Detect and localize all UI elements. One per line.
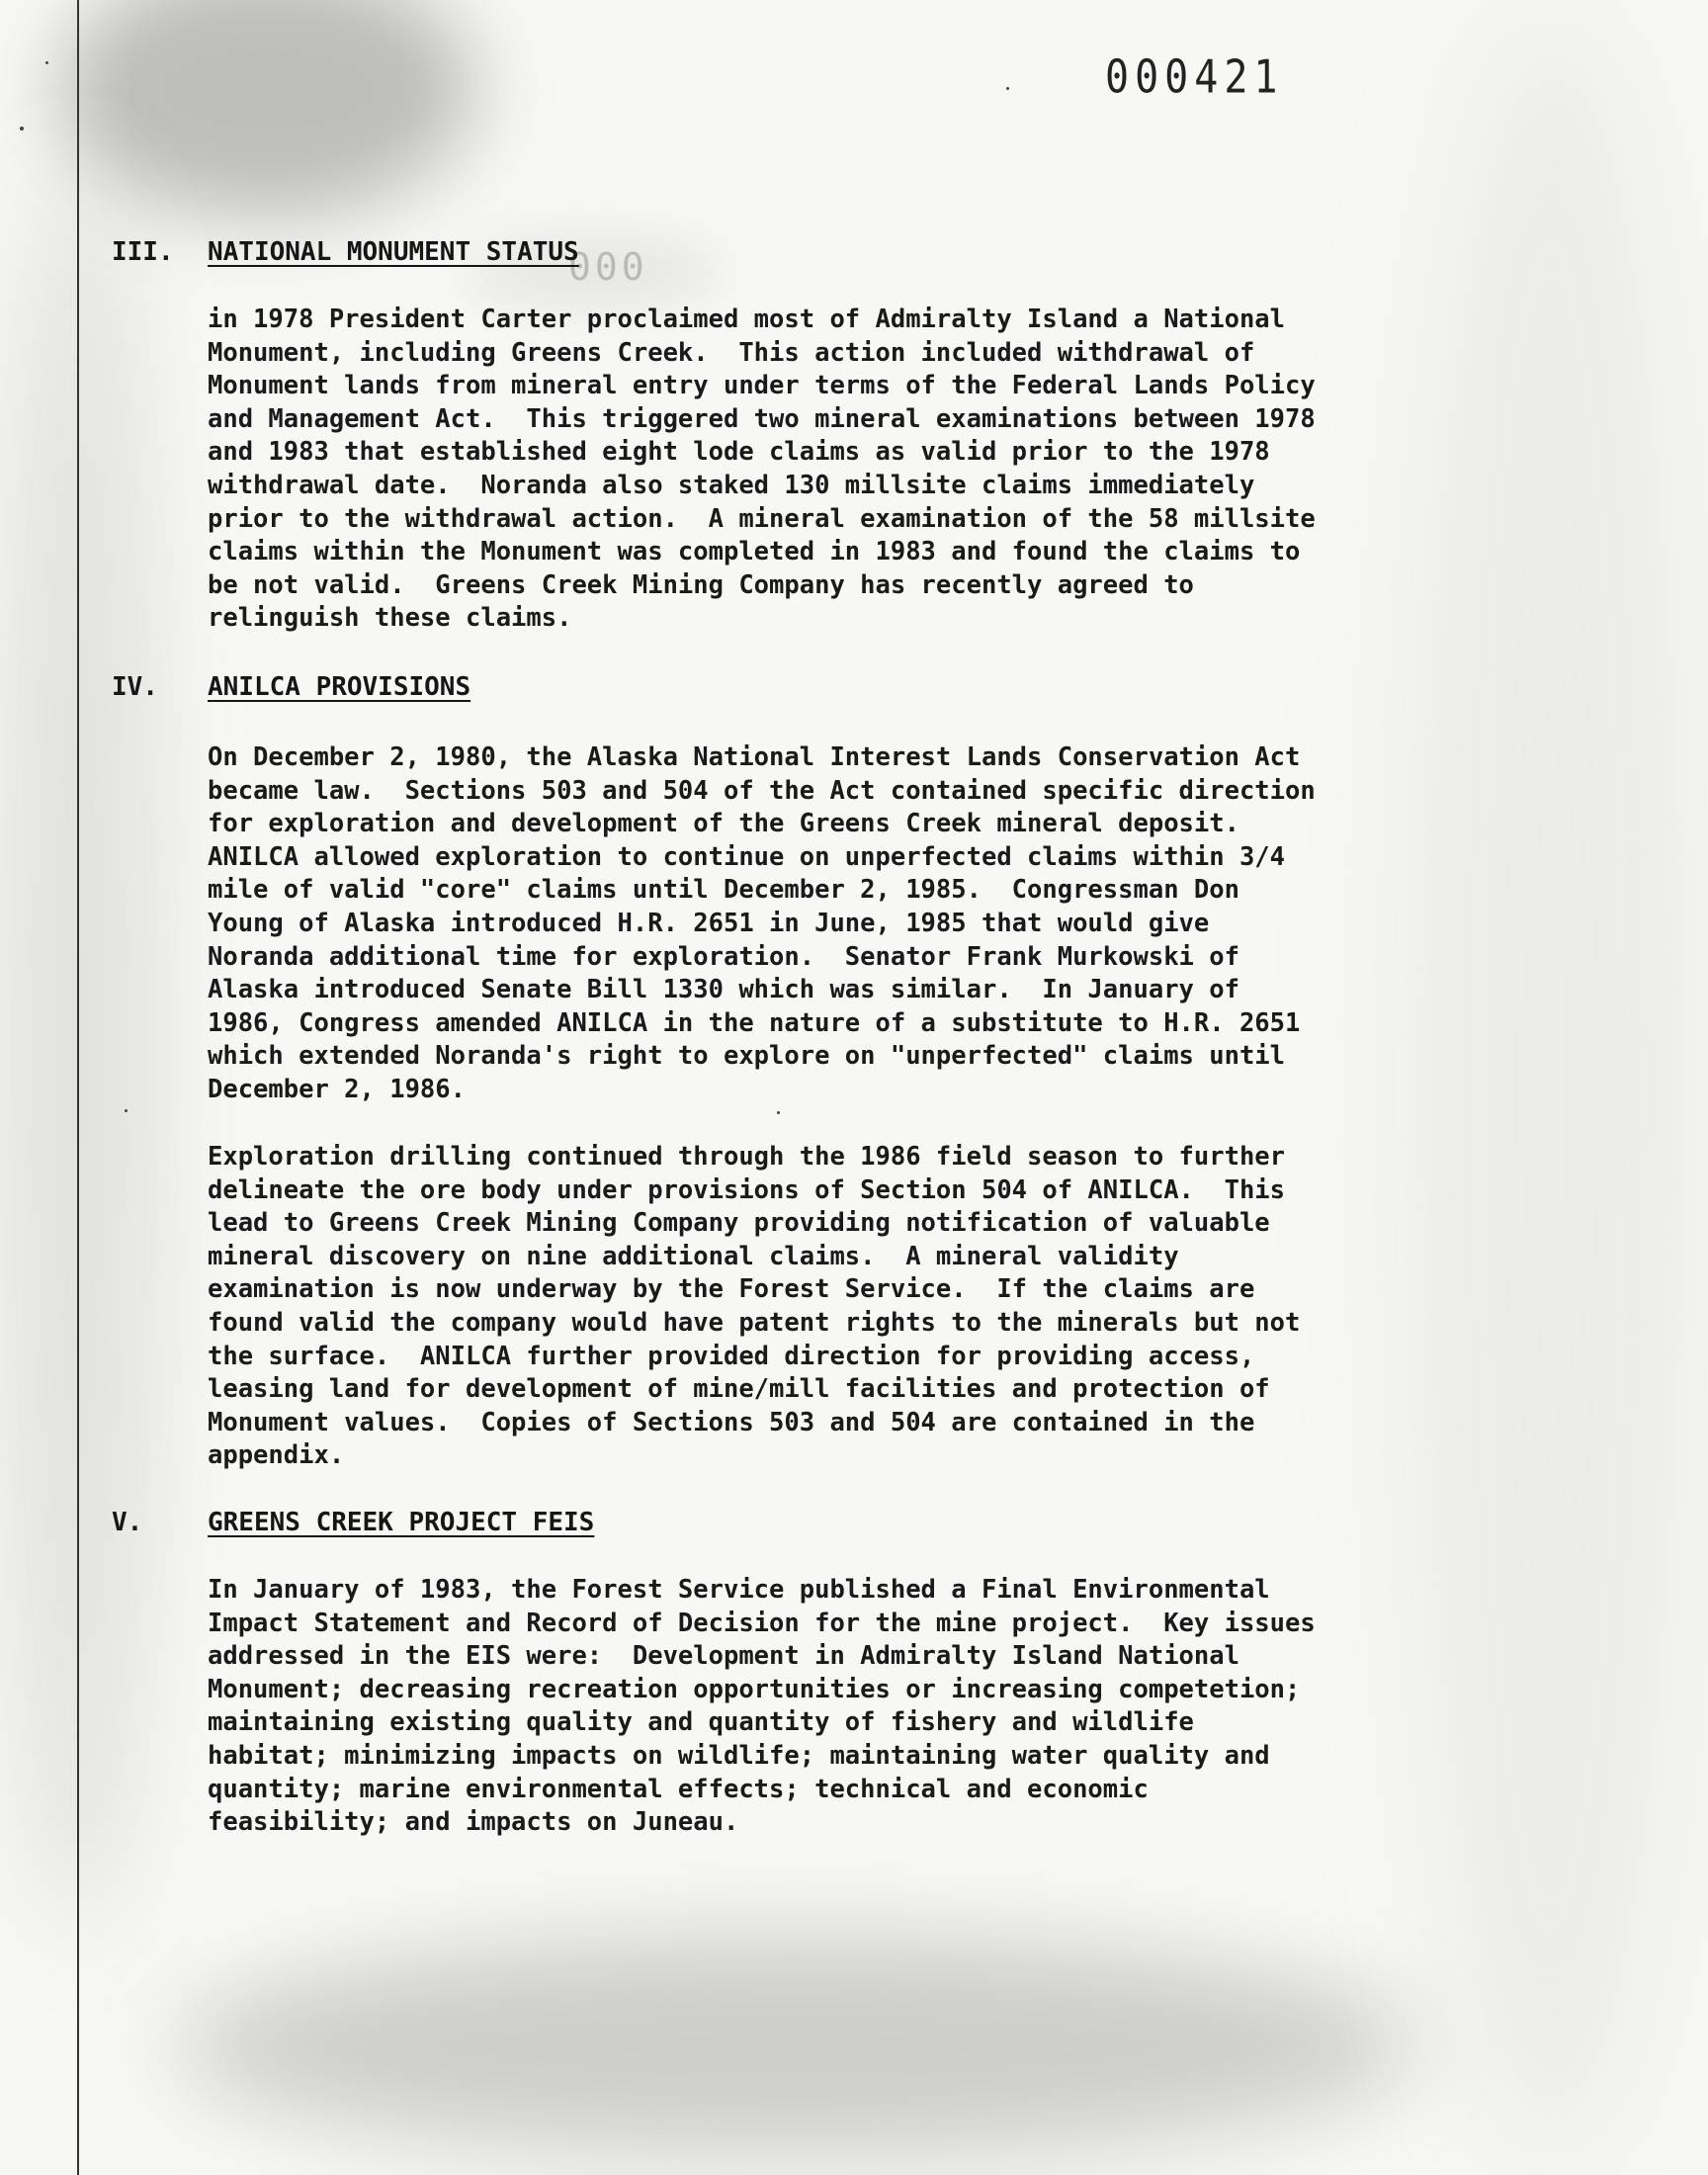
photocopy-smudge (0, 158, 158, 1938)
text-line: Monument; decreasing recreation opportunities or increasing competetion; (208, 1674, 1301, 1704)
paragraph-greens-creek-feis (208, 1574, 1453, 1840)
text-line: Noranda additional time for exploration. Senator Frank Murkowski of (208, 941, 1239, 972)
text-line: which extended Noranda's right to explore on "unperfected" claims until (208, 1041, 1286, 1072)
text-line: Monument lands from mineral entry under terms of the Federal Lands Policy (208, 371, 1316, 401)
text-line: found valid the company would have patent rights to the minerals but not (208, 1307, 1301, 1338)
left-margin-line (77, 0, 79, 2175)
text-line: became law. Sections 503 and 504 of the Act contained specific direction (208, 775, 1316, 806)
section-number: III. (112, 237, 174, 267)
text-line: prior to the withdrawal action. A mineral examination of the 58 millsite (208, 503, 1316, 534)
text-line: the surface. ANILCA further provided direction for providing access, (208, 1341, 1255, 1371)
text-line: 1986, Congress amended ANILCA in the nature of a substitute to H.R. 2651 (208, 1007, 1301, 1038)
text-line: feasibility; and impacts on Juneau. (208, 1807, 739, 1838)
text-line: Monument, including Greens Creek. This action included withdrawal of (208, 337, 1255, 368)
document-number: 000421 (1105, 51, 1284, 104)
text-line: claims within the Monument was completed in 1983 and found the claims to (208, 537, 1301, 567)
text-line: Impact Statement and Record of Decision for the mine project. Key issues (208, 1608, 1316, 1638)
text-line: and 1983 that established eight lode claims as valid prior to the 1978 (208, 437, 1270, 468)
section-title: NATIONAL MONUMENT STATUS (208, 237, 579, 267)
text-line: On December 2, 1980, the Alaska National Interest Lands Conservation Act (208, 742, 1301, 772)
text-line: withdrawal date. Noranda also staked 130 millsite claims immediately (208, 470, 1255, 500)
text-line: In January of 1983, the Forest Service published a Final Environmental (208, 1575, 1270, 1605)
speck (777, 1111, 780, 1114)
photocopy-smudge (59, 0, 474, 218)
faint-bleedthrough-number: 000 (568, 245, 648, 289)
speck (1006, 87, 1009, 90)
text-line: maintaining existing quality and quantity of fishery and wildlife (208, 1707, 1194, 1738)
text-line: appendix. (208, 1440, 345, 1471)
section-title: GREENS CREEK PROJECT FEIS (208, 1508, 595, 1537)
text-line: Young of Alaska introduced H.R. 2651 in June, 1985 that would give (208, 908, 1210, 938)
paragraph-national-monument-status (208, 304, 1453, 636)
text-line: and Management Act. This triggered two mineral examinations between 1978 (208, 403, 1316, 434)
text-line: be not valid. Greens Creek Mining Company has recently agreed to (208, 569, 1194, 600)
text-line: habitat; minimizing impacts on wildlife; maintaining water quality and (208, 1740, 1270, 1771)
text-line: quantity; marine environmental effects; technical and economic (208, 1774, 1149, 1804)
text-line: December 2, 1986. (208, 1074, 466, 1104)
speck (20, 127, 24, 130)
section-heading-v (112, 1508, 594, 1537)
text-line: mile of valid "core" claims until December 2, 1985. Congressman Don (208, 875, 1239, 906)
text-line: ANILCA allowed exploration to continue on unperfected claims within 3/4 (208, 841, 1286, 872)
text-line: Alaska introduced Senate Bill 1330 which was similar. In January of (208, 975, 1239, 1005)
text-line: addressed in the EIS were: Development in Admiralty Island National (208, 1641, 1239, 1672)
speck (45, 61, 48, 64)
text-line: Monument values. Copies of Sections 503 and 504 are contained in the (208, 1407, 1255, 1437)
text-line: relinguish these claims. (208, 603, 572, 634)
paragraph-anilca-provisions-1 (208, 741, 1453, 1107)
photocopy-smudge (178, 1938, 1413, 2155)
text-line: lead to Greens Creek Mining Company providing notification of valuable (208, 1208, 1270, 1239)
text-line: for exploration and development of the Greens Creek mineral deposit. (208, 809, 1239, 839)
text-line: leasing land for development of mine/mill facilities and protection of (208, 1374, 1270, 1405)
text-line: Exploration drilling continued through the 1986 field season to further (208, 1142, 1286, 1172)
text-line: delineate the ore body under provisions of Section 504 of ANILCA. This (208, 1174, 1286, 1205)
speck (125, 1109, 128, 1112)
section-number: V. (112, 1508, 143, 1537)
paragraph-anilca-provisions-2 (208, 1141, 1453, 1473)
section-heading-iv (112, 672, 470, 702)
section-number: IV. (112, 672, 158, 702)
text-line: mineral discovery on nine additional claims. A mineral validity (208, 1241, 1179, 1271)
text-line: examination is now underway by the Forest Service. If the claims are (208, 1274, 1255, 1305)
text-line: in 1978 President Carter proclaimed most of Admiralty Island a National (208, 304, 1286, 334)
section-heading-iii (112, 237, 579, 267)
section-title: ANILCA PROVISIONS (208, 672, 471, 702)
